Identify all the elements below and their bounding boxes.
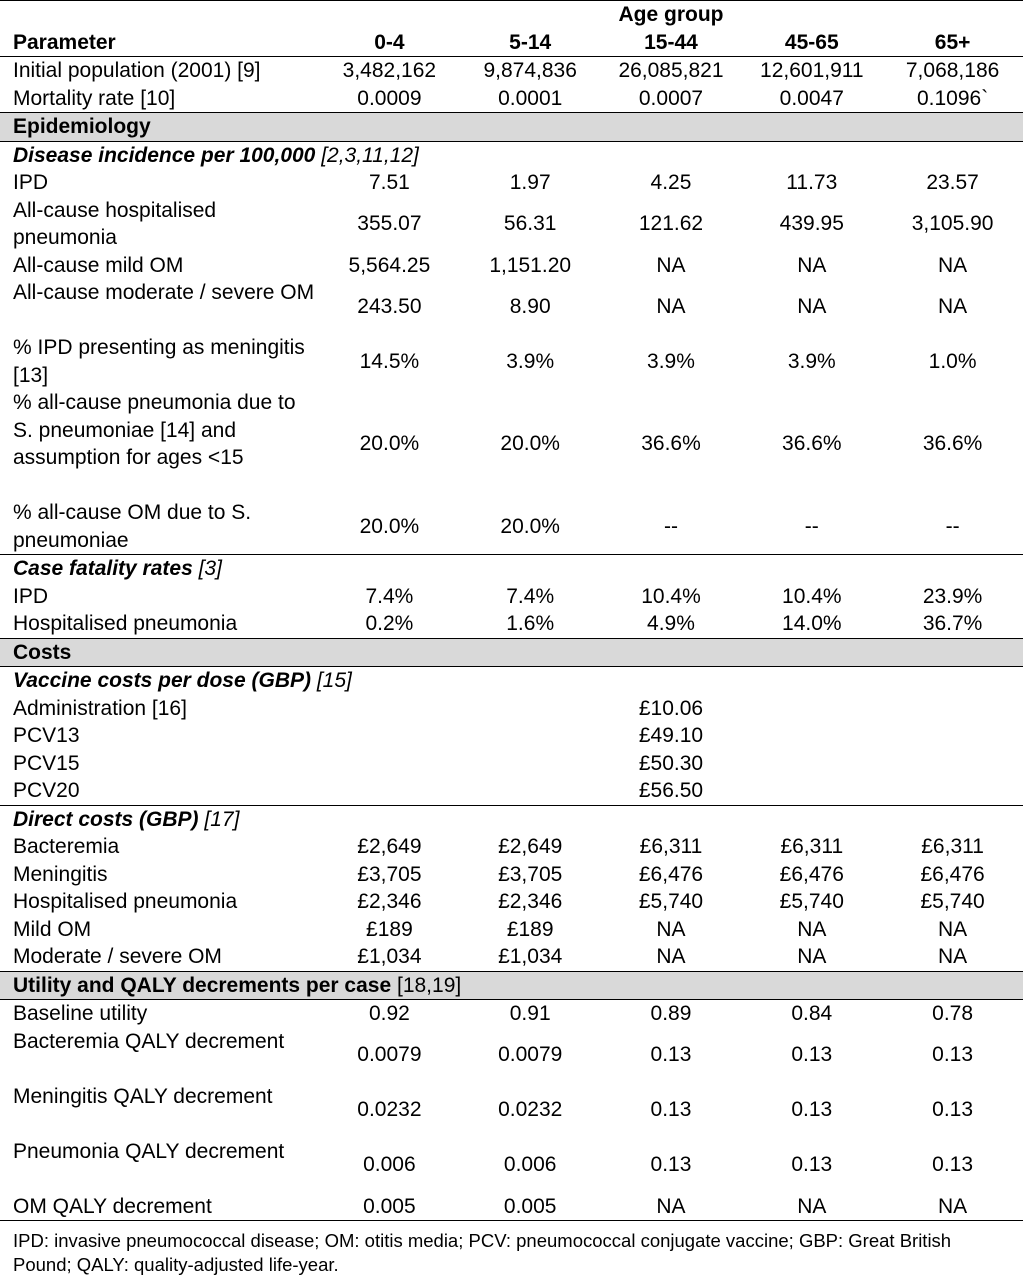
cell-value: £5,740 — [638, 890, 704, 913]
table-row — [0, 499, 1023, 555]
cell-value: NA — [938, 945, 968, 968]
cell-value: NA — [938, 253, 968, 277]
cell-value: £49.10 — [638, 724, 704, 747]
cell-value: 3,105.90 — [911, 212, 994, 236]
table-row — [0, 777, 1023, 805]
table-row — [0, 197, 1023, 252]
cell-value: NA — [656, 917, 686, 941]
cell-value: £50.30 — [638, 751, 704, 775]
cell-value: £2,649 — [357, 835, 422, 858]
cell-value: 0.0009 — [357, 86, 422, 110]
subsection-cfr-refs: [3] — [192, 557, 222, 580]
cell-value: £6,476 — [920, 862, 985, 886]
age-header-5-14: 5-14 — [460, 29, 601, 57]
table-row — [0, 279, 1023, 334]
row-label: IPD — [13, 171, 49, 194]
cell-value: NA — [656, 294, 686, 318]
subsection-direct-costs-title: Direct costs (GBP) — [13, 807, 199, 831]
cell-value: 1.6% — [506, 612, 555, 635]
table-row — [0, 861, 1023, 889]
header-row-ages — [0, 29, 1023, 57]
table-row — [0, 1083, 1023, 1138]
age-header-65plus: 65+ — [882, 29, 1023, 57]
cell-value: 9,874,836 — [483, 59, 577, 82]
cell-value: 20.0% — [500, 432, 560, 456]
cell-value: 7,068,186 — [905, 59, 1000, 82]
cell-value: 0.13 — [791, 1098, 833, 1122]
header-row-group — [0, 1, 1023, 29]
cell-value: NA — [938, 294, 968, 318]
row-label: % all-cause pneumonia due to S. pneumoniae [14] and assumption for ages <15 — [13, 391, 296, 469]
subsection-vaccine-costs-refs: [15] — [311, 669, 352, 692]
table-row — [0, 722, 1023, 750]
cell-value: 3.9% — [787, 349, 836, 373]
table-row — [0, 252, 1023, 280]
cell-value: -- — [945, 514, 960, 538]
row-label: Moderate / severe OM — [13, 945, 222, 968]
cell-value: £6,476 — [638, 862, 704, 886]
section-epidemiology — [0, 113, 1023, 142]
subsection-incidence-refs: [2,3,11,12] — [315, 143, 419, 167]
cell-value: 0.2% — [365, 612, 414, 635]
row-label: Bacteremia QALY decrement — [13, 1029, 285, 1053]
cell-value: £2,649 — [498, 835, 563, 858]
section-utility — [0, 971, 1023, 1000]
table-row — [0, 610, 1023, 638]
row-label: Meningitis — [13, 862, 108, 886]
subsection-direct-costs — [0, 805, 1023, 833]
row-label: Pneumonia QALY decrement — [13, 1139, 285, 1163]
row-label: Initial population (2001) [9] — [13, 59, 261, 82]
cell-value: 0.13 — [932, 1153, 974, 1177]
cell-value: 23.9% — [922, 584, 983, 608]
row-label: Hospitalised pneumonia — [13, 890, 238, 913]
cell-value: 0.84 — [791, 1002, 833, 1025]
cell-value: 0.13 — [650, 1153, 692, 1177]
cell-value: 8.90 — [509, 294, 551, 318]
cell-value: 0.005 — [319, 1193, 460, 1221]
cell-value: 0.13 — [791, 1153, 833, 1177]
table-row — [0, 888, 1023, 916]
age-header-45-65: 45-65 — [741, 29, 882, 57]
section-utility-title: Utility and QALY decrements per case — [13, 973, 392, 997]
section-utility-refs: [18,19] — [391, 973, 462, 997]
row-label: Bacteremia — [13, 835, 120, 858]
cell-value: 56.31 — [503, 212, 557, 236]
cell-value: 0.91 — [509, 1002, 551, 1025]
cell-value: NA — [797, 945, 827, 968]
cell-value: £2,346 — [498, 890, 563, 913]
footnote: IPD: invasive pneumococcal disease; OM: otitis media; PCV: pneumococcal conjugate vaccine; GBP: Great British Pound; QALY: quality-adjusted life-year. — [13, 1230, 952, 1275]
cell-value: NA — [797, 294, 827, 318]
cell-value: 439.95 — [779, 212, 844, 236]
subsection-incidence — [0, 141, 1023, 169]
cell-value: 0.0079 — [357, 1043, 422, 1067]
cell-value: 36.6% — [922, 432, 983, 456]
cell-value: £5,740 — [779, 890, 844, 913]
row-label: Hospitalised pneumonia — [13, 612, 238, 635]
cell-value: 0.92 — [368, 1002, 410, 1025]
cell-value: £1,034 — [357, 945, 422, 968]
cell-value: NA — [656, 253, 686, 277]
cell-value: 0.78 — [932, 1002, 974, 1025]
table-row — [0, 57, 1023, 85]
cell-value: 355.07 — [357, 212, 422, 236]
cell-value: £189 — [506, 917, 554, 941]
cell-value: 7.51 — [368, 171, 410, 194]
section-costs — [0, 638, 1023, 667]
row-label: % IPD presenting as meningitis [13] — [13, 336, 305, 387]
cell-value: 7.4% — [365, 584, 414, 608]
cell-value: 23.57 — [926, 171, 979, 194]
cell-value: £6,311 — [921, 835, 984, 858]
cell-value: 0.89 — [650, 1002, 692, 1025]
cell-value: 1.0% — [928, 349, 977, 373]
cell-value: 36.6% — [782, 432, 842, 456]
cell-value: 36.6% — [641, 432, 701, 456]
cell-value: £2,346 — [357, 890, 422, 913]
cell-value: 11.73 — [786, 171, 838, 194]
cell-value: NA — [882, 1193, 1023, 1221]
subsection-cfr — [0, 555, 1023, 583]
subsection-vaccine-costs — [0, 667, 1023, 695]
cell-value: 12,601,911 — [760, 59, 864, 82]
cell-value: 243.50 — [357, 294, 422, 318]
table-row — [0, 1028, 1023, 1083]
cell-value: 4.9% — [647, 612, 695, 635]
cell-value: 3.9% — [506, 349, 555, 373]
cell-value: 1.97 — [509, 171, 551, 194]
age-group-header: Age group — [601, 1, 742, 29]
cell-value: 4.25 — [650, 171, 692, 194]
cell-value: £3,705 — [498, 862, 563, 886]
cell-value: £5,740 — [920, 890, 985, 913]
row-label: PCV13 — [13, 724, 80, 747]
cell-value: 14.5% — [359, 349, 420, 373]
table-row — [0, 833, 1023, 861]
cell-value: NA — [797, 917, 827, 941]
subsection-cfr-title: Case fatality rates — [13, 557, 193, 580]
subsection-direct-costs-refs: [17] — [198, 807, 240, 831]
cell-value: 14.0% — [782, 612, 842, 635]
row-label: Administration [16] — [13, 696, 187, 720]
table-row — [0, 1000, 1023, 1028]
row-label: PCV20 — [13, 779, 80, 802]
cell-value: 0.0007 — [638, 86, 704, 110]
row-label: Mortality rate [10] — [13, 86, 176, 110]
section-epidemiology-title: Epidemiology — [13, 115, 151, 138]
cell-value: £6,476 — [779, 862, 844, 886]
table-row — [0, 169, 1023, 197]
cell-value: NA — [938, 917, 968, 941]
cell-value: 5,564.25 — [348, 253, 431, 277]
cell-value: 0.0047 — [779, 86, 844, 110]
cell-value: -- — [663, 514, 678, 538]
cell-value: 0.13 — [791, 1043, 833, 1067]
table-row — [0, 1193, 1023, 1221]
subsection-incidence-title: Disease incidence per 100,000 — [13, 143, 316, 167]
age-header-0-4: 0-4 — [319, 29, 460, 57]
cell-value: £10.06 — [638, 696, 704, 720]
table-row — [0, 1138, 1023, 1193]
cell-value: £6,311 — [639, 835, 703, 858]
cell-value: 20.0% — [359, 514, 420, 538]
cell-value: 0.13 — [932, 1098, 974, 1122]
cell-value: NA — [601, 1193, 742, 1221]
cell-value: 121.62 — [638, 212, 704, 236]
table-row — [0, 916, 1023, 944]
cell-value: -- — [804, 514, 819, 538]
parameter-header: Parameter — [0, 29, 319, 57]
cell-value: 1,151.20 — [489, 253, 572, 277]
cell-value: 0.1096` — [916, 86, 989, 110]
cell-value: 0.13 — [932, 1043, 974, 1067]
cell-value: £56.50 — [638, 779, 704, 802]
row-label: Meningitis QALY decrement — [13, 1084, 273, 1108]
cell-value: NA — [741, 1193, 882, 1221]
row-label: IPD — [13, 584, 49, 608]
cell-value: 3,482,162 — [342, 59, 437, 82]
table-row — [0, 583, 1023, 611]
row-label: Baseline utility — [13, 1002, 148, 1025]
row-label: All-cause mild OM — [13, 253, 184, 277]
cell-value: 0.006 — [363, 1153, 416, 1177]
cell-value: NA — [797, 253, 827, 277]
cell-value: 0.0079 — [498, 1043, 563, 1067]
cell-value: £1,034 — [498, 945, 563, 968]
row-label: Mild OM — [13, 917, 92, 941]
row-label: All-cause hospitalised pneumonia — [13, 198, 217, 249]
table-row — [0, 695, 1023, 723]
cell-value: 36.7% — [922, 612, 983, 635]
table-row — [0, 750, 1023, 778]
cell-value: 26,085,821 — [618, 59, 724, 82]
cell-value: 0.005 — [460, 1193, 601, 1221]
row-label: % all-cause OM due to S. pneumoniae — [13, 501, 252, 552]
cell-value: £3,705 — [357, 862, 422, 886]
table-row — [0, 85, 1023, 113]
table-row — [0, 334, 1023, 389]
age-header-15-44: 15-44 — [601, 29, 742, 57]
cell-value: NA — [656, 945, 686, 968]
cell-value: 20.0% — [500, 514, 560, 538]
cell-value: 0.0001 — [498, 86, 563, 110]
cell-value: 0.006 — [503, 1153, 557, 1177]
cell-value: 20.0% — [359, 432, 420, 456]
cell-value: 10.4% — [782, 584, 842, 608]
cell-value: 0.0232 — [357, 1098, 422, 1122]
cell-value: £189 — [366, 917, 413, 941]
table-row — [0, 389, 1023, 499]
table-row — [0, 943, 1023, 971]
cell-value: 0.13 — [650, 1043, 692, 1067]
row-label: All-cause moderate / severe OM — [13, 281, 315, 304]
cell-value: 10.4% — [641, 584, 701, 608]
cell-value: £6,311 — [780, 835, 844, 858]
row-label: OM QALY decrement — [0, 1193, 319, 1221]
cell-value: 0.13 — [650, 1098, 692, 1122]
section-costs-title: Costs — [13, 640, 72, 664]
cell-value: 7.4% — [506, 584, 555, 608]
cell-value: 0.0232 — [498, 1098, 563, 1122]
row-label: PCV15 — [13, 751, 80, 775]
subsection-vaccine-costs-title: Vaccine costs per dose (GBP) — [13, 669, 311, 692]
cell-value: 3.9% — [647, 349, 695, 373]
